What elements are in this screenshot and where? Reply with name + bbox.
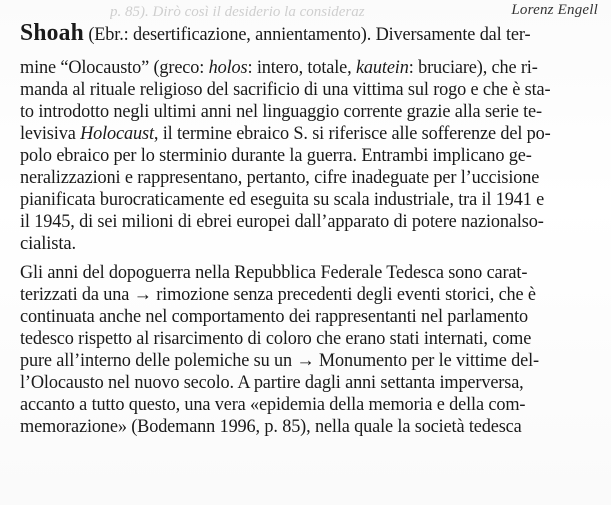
italic-word: Holocaust <box>80 123 154 144</box>
bleed-through-text: p. 85). Dirò così il desiderio la consideraz <box>110 4 365 20</box>
running-header-author: Lorenz Engell <box>511 2 598 18</box>
entry-line: manda al rituale religioso del sacrificio di una vittima sul rogo e che è sta- <box>20 79 551 100</box>
entry-line: continuata anche nel comportamento dei rappresentanti nel parlamento <box>20 306 529 327</box>
entry-line: to introdotto negli ultimi anni nel linguaggio corrente grazie alla serie te- <box>20 101 542 122</box>
entry-line <box>20 22 590 46</box>
italic-word: kautein <box>355 57 409 78</box>
entry-line: pianificata burocraticamente ed eseguita su scala industriale, tra il 1941 e <box>20 189 545 210</box>
entry-term: Shoah <box>20 22 84 46</box>
entry-line: neralizzazioni e rappresentano, pertanto, cifre inadeguate per l’uccisione <box>20 167 540 188</box>
entry-line: mine “Olocausto” (greco: holos: intero, totale, kautein: bruciare), che ri- <box>20 57 538 78</box>
entry-line: pure all’interno delle polemiche su un → Monumento per le vittime del- <box>20 350 539 371</box>
entry-line: tedesco rispetto al risarcimento di coloro che erano stati internati, come <box>20 328 532 349</box>
entry-line: Gli anni del dopoguerra nella Repubblica Federale Tedesca sono carat- <box>20 262 528 283</box>
entry-line: accanto a tutto questo, una vera «epidemia della memoria e della com- <box>20 394 526 415</box>
entry-line: cialista. <box>20 233 76 254</box>
entry-text: (Ebr.: desertificazione, annientamento). Diversamente dal ter- <box>83 24 531 45</box>
entry-line: memorazione» (Bodemann 1996, p. 85), nella quale la società tedesca <box>20 416 522 437</box>
entry-line: polo ebraico per lo sterminio durante la guerra. Entrambi implicano ge- <box>20 145 532 166</box>
entry-line: il 1945, di sei milioni di ebrei europei dall’apparato di potere nazionalso- <box>20 211 544 232</box>
entry-line: levisiva Holocaust, il termine ebraico S. si riferisce alle sofferenze del po- <box>20 123 551 144</box>
entry-line: l’Olocausto nel nuovo secolo. A partire dagli anni settanta imperversa, <box>20 372 524 393</box>
entry-line: terizzati da una → rimozione senza precedenti degli eventi storici, che è <box>20 284 536 305</box>
italic-word: holos <box>208 57 248 78</box>
